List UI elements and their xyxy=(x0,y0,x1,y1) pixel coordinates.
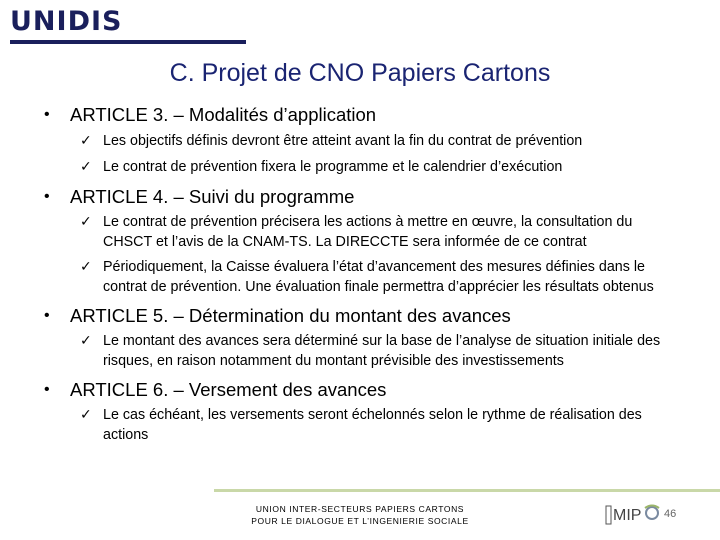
unidis-logo: UNIDIS xyxy=(10,6,123,37)
article-6-heading: • ARTICLE 6. – Versement des avances xyxy=(44,379,387,400)
mip-logo-circle xyxy=(646,507,658,519)
article-5-heading: • ARTICLE 5. – Détermination du montant des avances xyxy=(44,305,511,326)
article-3-heading: • ARTICLE 3. – Modalités d’application xyxy=(44,104,377,125)
slide-title-text: C. Projet de CNO Papiers Cartons xyxy=(169,59,551,87)
check-icon: ✓ xyxy=(80,407,92,423)
mip-logo xyxy=(604,500,664,528)
slide-content xyxy=(0,104,720,445)
article-4-items xyxy=(0,213,720,297)
footer-organization xyxy=(240,503,480,527)
page-number: 46 xyxy=(664,508,677,520)
check-icon: ✓ xyxy=(80,133,92,149)
list-item: ✓ Le cas échéant, les versements seront échelonnés selon le rythme de réalisation des actions xyxy=(80,407,642,443)
list-item: ✓ Le contrat de prévention précisera les actions à mettre en œuvre, la consultation du CHSCT et l’avis de la CNAM-TS. La DIRECCTE sera informée de ce contrat xyxy=(80,214,633,250)
footer-rule xyxy=(214,489,720,492)
list-item: ✓ Le montant des avances sera déterminé sur la base de l’analyse de situation initiale des risques, en raison notamment du montant prévisible des investissements xyxy=(80,333,661,369)
list-item: ✓ Le contrat de prévention fixera le programme et le calendrier d’exécution xyxy=(0,158,720,178)
logo-underline xyxy=(10,40,246,44)
check-icon: ✓ xyxy=(80,333,92,349)
check-icon: ✓ xyxy=(80,158,92,175)
list-item: ✓ Les objectifs définis devront être atteint avant la fin du contrat de prévention xyxy=(0,132,720,152)
footer-line-2: POUR LE DIALOGUE ET L’INGENIERIE SOCIALE xyxy=(251,516,469,526)
bullet-icon: • xyxy=(44,188,50,205)
slide-title xyxy=(0,58,720,88)
bullet-icon: • xyxy=(44,381,50,398)
check-icon: ✓ xyxy=(80,259,92,275)
check-icon: ✓ xyxy=(80,214,92,230)
bullet-icon: • xyxy=(44,106,50,123)
footer-line-1: UNION INTER-SECTEURS PAPIERS CARTONS xyxy=(255,504,465,514)
article-5-items xyxy=(0,332,720,371)
article-6-items xyxy=(0,406,720,445)
mip-logo-text: MIP xyxy=(613,507,642,524)
list-item: ✓ Périodiquement, la Caisse évaluera l’état d’avancement des mesures définies dans le contrat de prévention. Une évaluation finale permettra d’apprécier les résultats obtenus xyxy=(80,259,654,295)
mip-logo-bar xyxy=(606,506,611,524)
bullet-icon: • xyxy=(44,307,50,324)
article-4-heading: • ARTICLE 4. – Suivi du programme xyxy=(44,186,355,207)
article-3-items xyxy=(0,132,720,177)
